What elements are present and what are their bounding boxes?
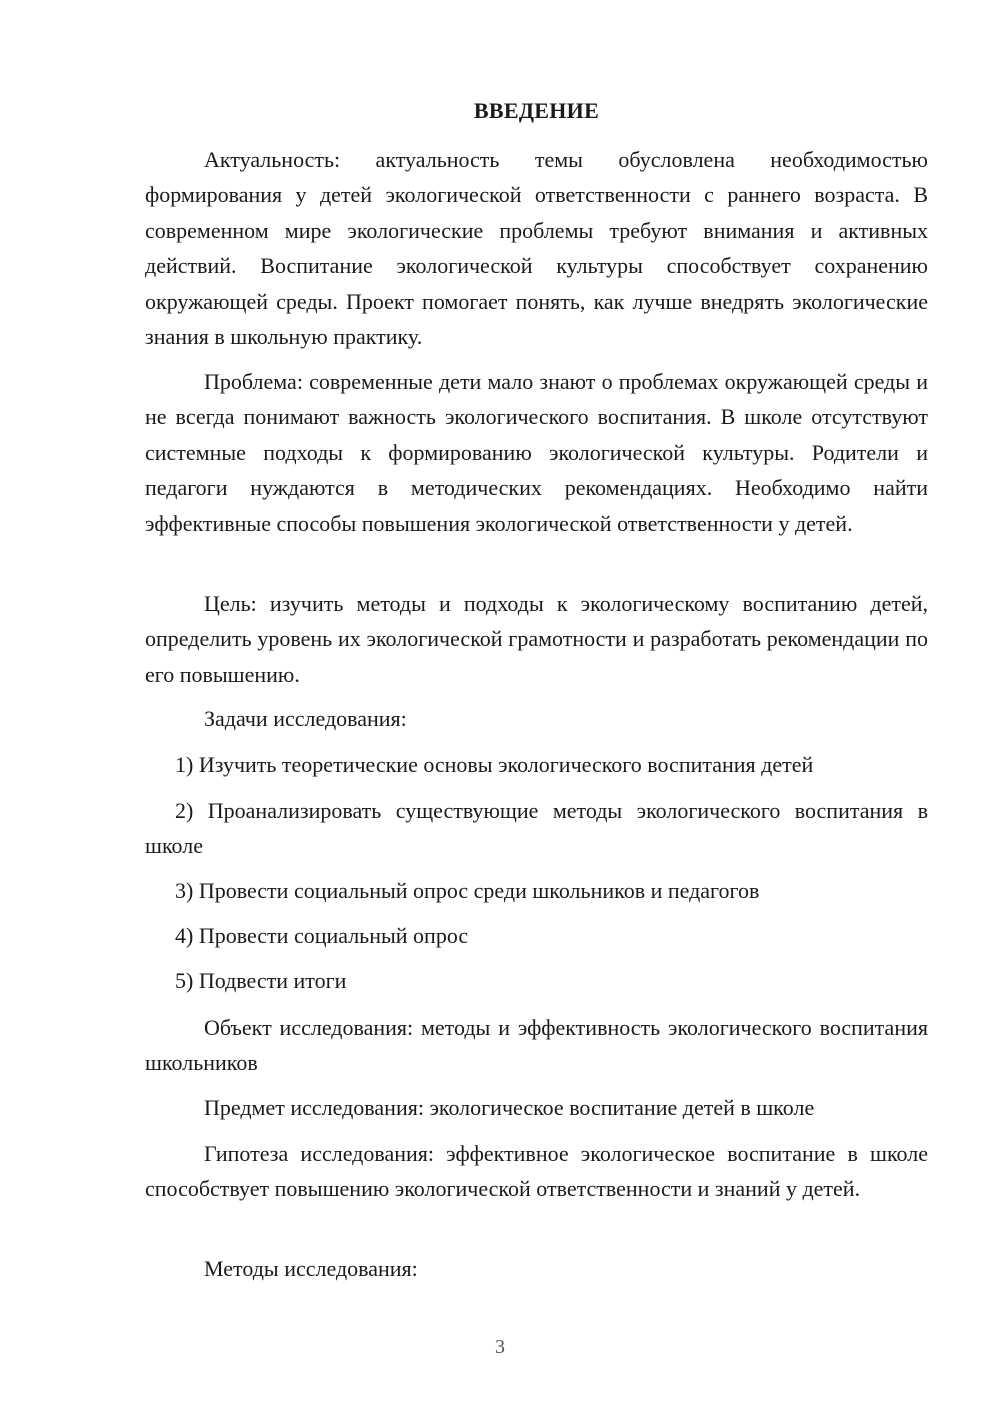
paragraph-goal: Цель: изучить методы и подходы к экологическому воспитанию детей, определить уровень их экологической грамотности и разработать рекомендации по его повышению. bbox=[145, 591, 928, 687]
paragraph-tasks-heading: Задачи исследования: bbox=[204, 706, 407, 731]
task-item-5: 5) Подвести итоги bbox=[175, 968, 347, 993]
task-item-1: 1) Изучить теоретические основы экологического воспитания детей bbox=[175, 752, 814, 777]
paragraph-problem: Проблема: современные дети мало знают о проблемах окружающей среды и не всегда понимают важность экологического воспитания. В школе отсутствуют системные подходы к формированию экологической культуры. Родители и педагоги нуждаются в методических рекомендациях. Необходимо найти эффективные способы повышения экологической ответственности у детей. bbox=[145, 369, 928, 536]
section-title: ВВЕДЕНИЕ bbox=[473, 98, 600, 123]
paragraph-methods: Методы исследования: bbox=[204, 1256, 418, 1281]
task-item-3: 3) Провести социальный опрос среди школьников и педагогов bbox=[175, 878, 760, 903]
paragraph-hypothesis: Гипотеза исследования: эффективное экологическое воспитание в школе способствует повышению экологической ответственности и знаний у детей. bbox=[145, 1141, 928, 1202]
page-number: 3 bbox=[495, 1336, 505, 1358]
paragraph-relevance: Актуальность: актуальность темы обусловлена необходимостью формирования у детей экологической ответственности с раннего возраста. В современном мире экологические проблемы требуют внимания и активных действий. Воспитание экологической культуры способствует сохранению окружающей среды. Проект помогает понять, как лучше внедрять экологические знания в школьную практику. bbox=[145, 147, 928, 350]
paragraph-subject: Предмет исследования: экологическое воспитание детей в школе bbox=[204, 1095, 815, 1120]
paragraph-object: Объект исследования: методы и эффективность экологического воспитания школьников bbox=[145, 1015, 928, 1076]
task-item-4: 4) Провести социальный опрос bbox=[175, 923, 469, 948]
task-item-2: 2) Проанализировать существующие методы экологического воспитания в школе bbox=[145, 798, 928, 859]
